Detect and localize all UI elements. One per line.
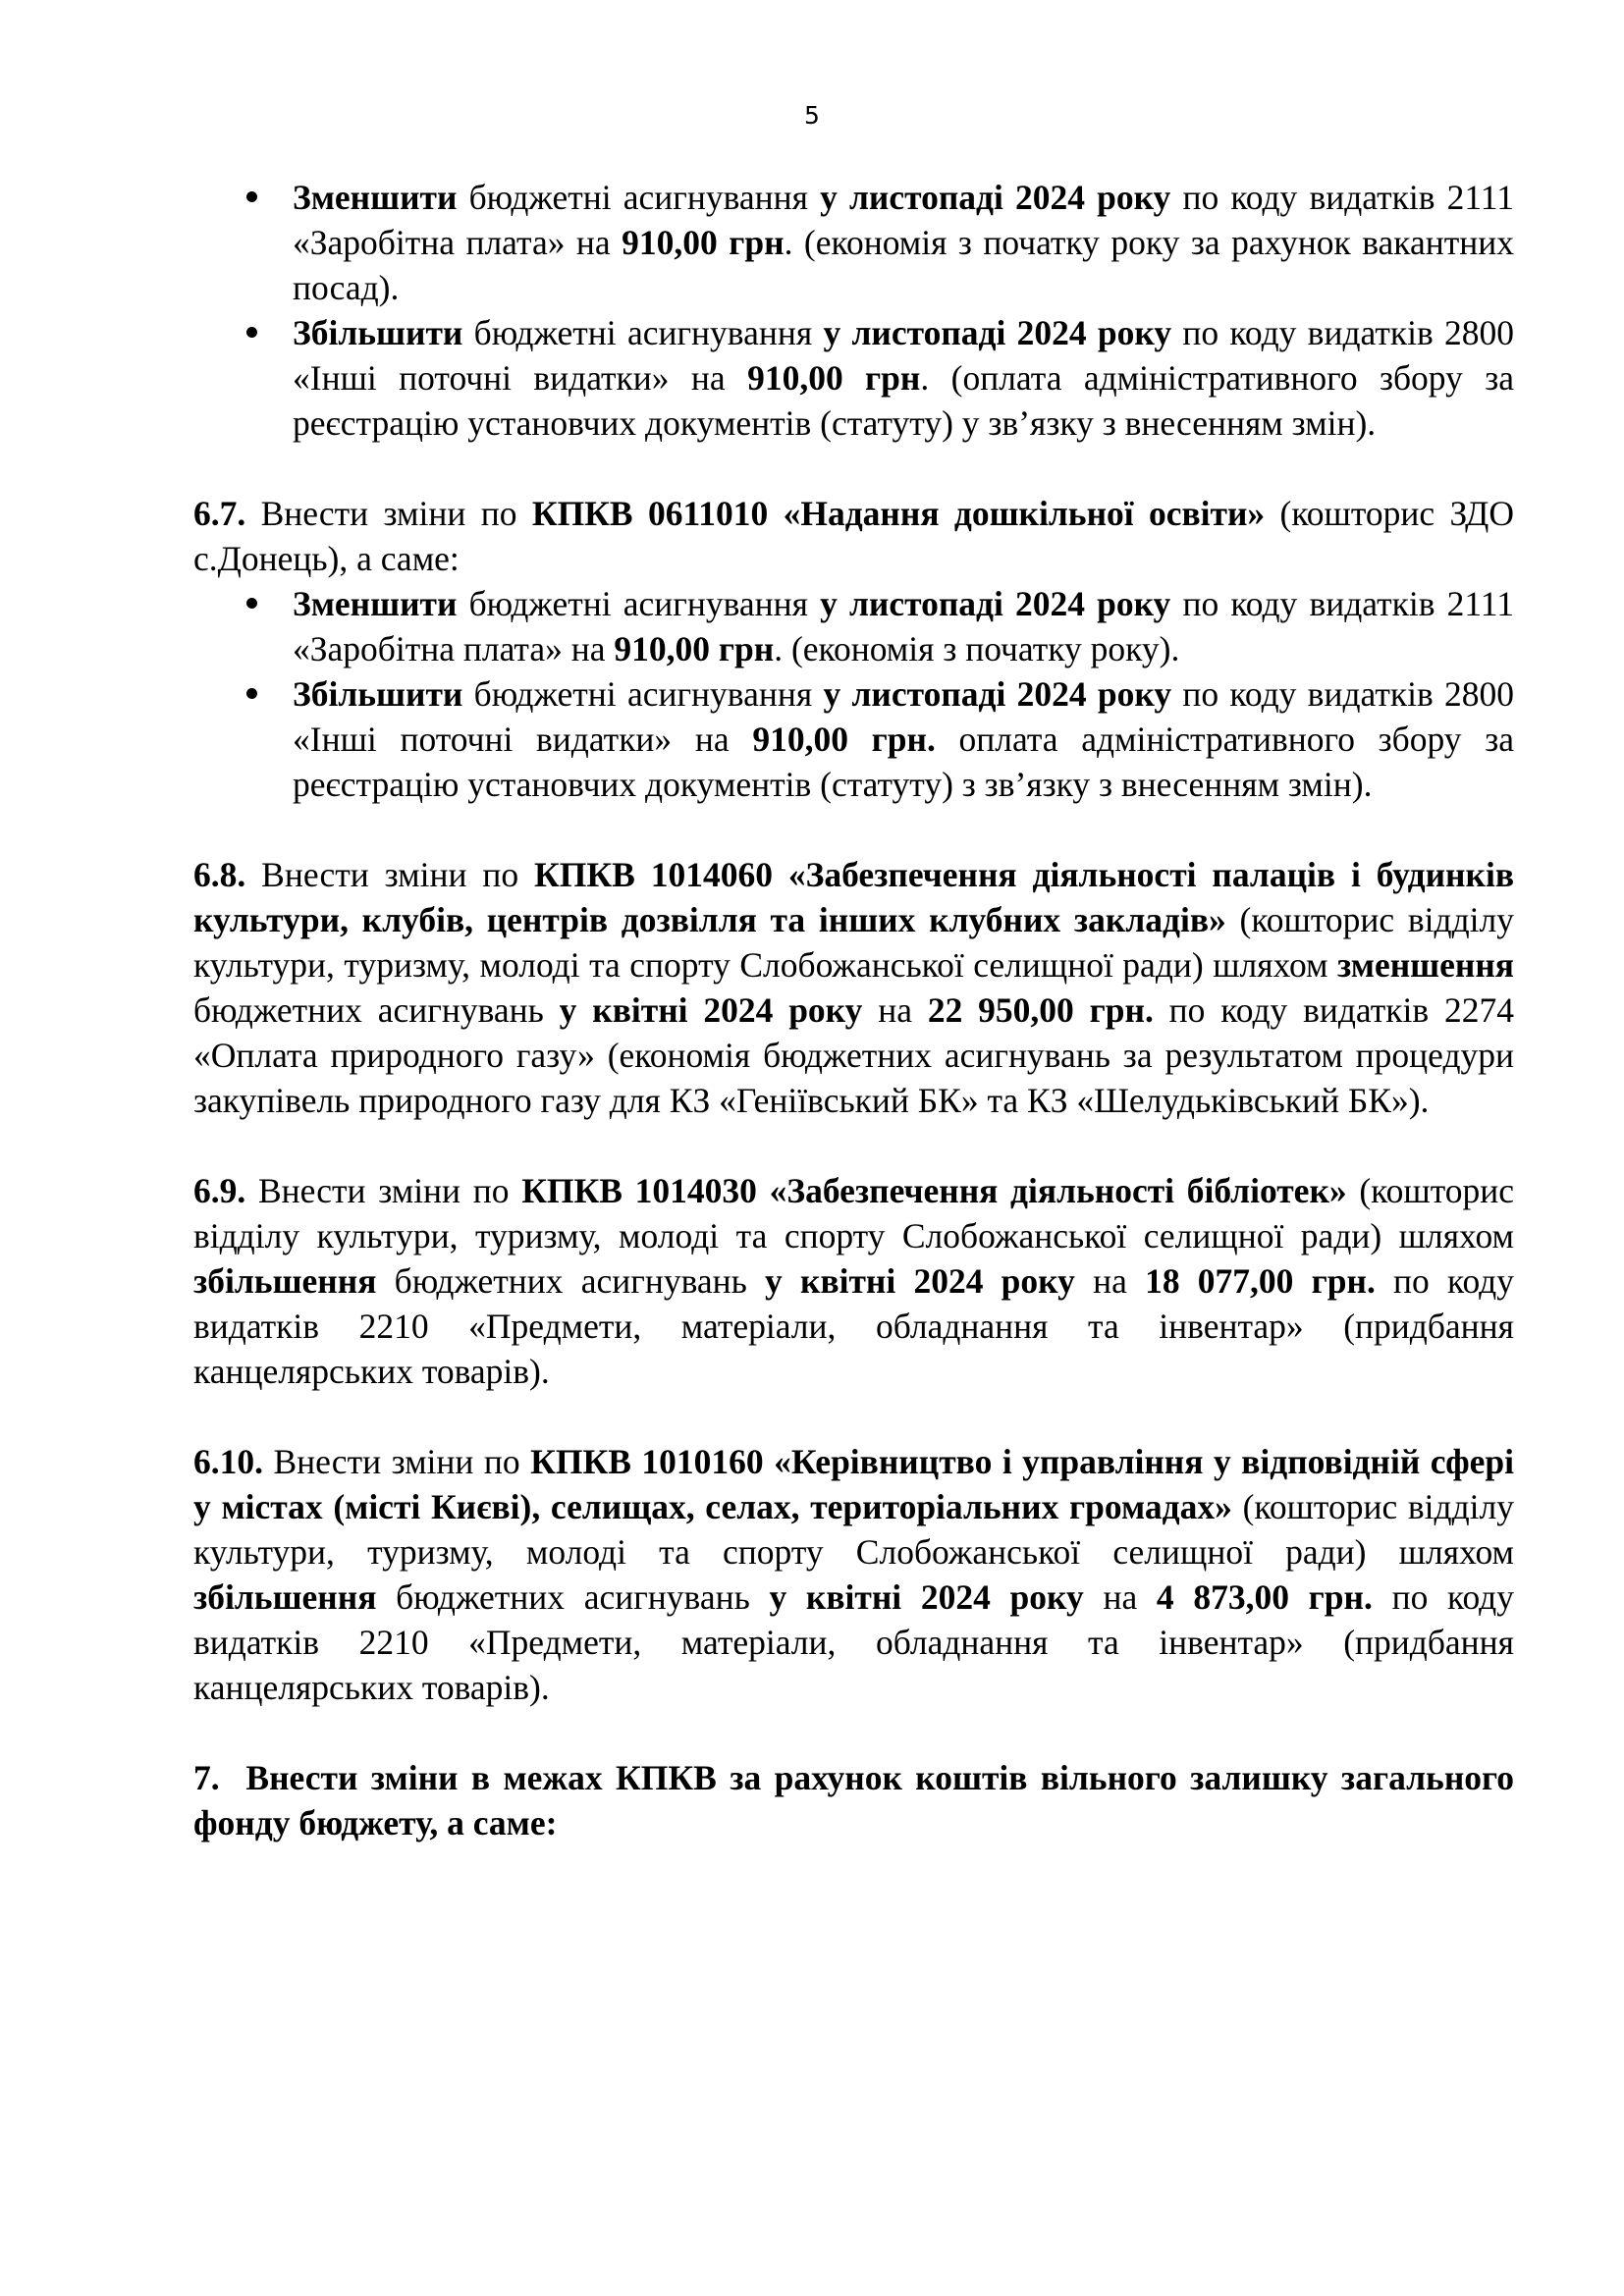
period: у листопаді 2024 року bbox=[820, 584, 1171, 623]
period: у квітні 2024 року bbox=[765, 1261, 1075, 1301]
section-7-text: Внести зміни в межах КПКВ за рахунок коштів вільного залишку загального фонду бюджету, а саме: bbox=[193, 1758, 1515, 1842]
list-item: Зменшити бюджетні асигнування у листопаді 2024 року по коду видатків 2111 «Заробітна плата» на 910,00 грн. (економія з початку року за рахунок вакантних посад). bbox=[293, 175, 1514, 310]
action-word: збільшення bbox=[193, 1577, 377, 1617]
section-number: 6.10. bbox=[193, 1442, 263, 1481]
amount: 22 950,00 грн. bbox=[927, 990, 1154, 1030]
action-word: збільшення bbox=[193, 1261, 377, 1301]
period: у листопаді 2024 року bbox=[820, 178, 1171, 217]
list-item: Збільшити бюджетні асигнування у листопаді 2024 року по коду видатків 2800 «Інші поточні видатки» на 910,00 грн. оплата адміністративного збору за реєстрацію установчих документів (статуту) з зв’язку з внесенням змін). bbox=[293, 671, 1514, 807]
intro-bullet-list bbox=[193, 175, 1514, 446]
period: у квітні 2024 року bbox=[769, 1577, 1084, 1617]
amount: 18 077,00 грн. bbox=[1145, 1261, 1376, 1301]
action-verb: Збільшити bbox=[293, 313, 463, 352]
section-number: 7. bbox=[193, 1758, 220, 1797]
section-6-8: 6.8. Внести зміни по КПКВ 1014060 «Забезпечення діяльності палаців і будинків культури, клубів, центрів дозвілля та інших клубних закладів» (кошторис відділу культури, туризму, молоді та спорту Слобожанської селищної ради) шляхом зменшення бюджетних асигнувань у квітні 2024 року на 22 950,00 грн. по коду видатків 2274 «Оплата природного газу» (економія бюджетних асигнувань за результатом процедури закупівель природного газу для КЗ «Геніївський БК» та КЗ «Шелудьківський БК»). bbox=[193, 855, 1514, 1120]
section-6-7-bullet-list bbox=[193, 581, 1514, 807]
period: у листопаді 2024 року bbox=[823, 313, 1172, 352]
section-number: 6.8. bbox=[193, 855, 246, 894]
list-item: Збільшити бюджетні асигнування у листопаді 2024 року по коду видатків 2800 «Інші поточні видатки» на 910,00 грн. (оплата адміністративного збору за реєстрацію установчих документів (статуту) у зв’язку з внесенням змін). bbox=[293, 310, 1514, 446]
section-number: 6.9. bbox=[193, 1171, 246, 1210]
action-verb: Зменшити bbox=[293, 178, 458, 217]
period: у листопаді 2024 року bbox=[823, 674, 1172, 714]
kpkv-title: КПКВ 1014030 «Забезпечення діяльності бібліотек» bbox=[521, 1171, 1347, 1210]
kpkv-title: КПКВ 1014060 «Забезпечення діяльності палаців і будинків культури, клубів, центрів дозвілля та інших клубних закладів» bbox=[193, 855, 1514, 939]
action-verb: Зменшити bbox=[293, 584, 458, 623]
kpkv-title: КПКВ 1010160 «Керівництво і управління у відповідній сфері у містах (місті Києві), селищах, селах, територіальних громадах» bbox=[193, 1442, 1514, 1526]
amount: 910,00 грн bbox=[614, 629, 775, 668]
action-verb: Збільшити bbox=[293, 674, 463, 714]
page-number: 5 bbox=[804, 101, 820, 130]
kpkv-title: КПКВ 0611010 «Надання дошкільної освіти» bbox=[531, 494, 1266, 533]
amount: 910,00 грн bbox=[747, 358, 921, 398]
section-number: 6.7. bbox=[193, 494, 246, 533]
amount: 910,00 грн. bbox=[752, 720, 936, 759]
period: у квітні 2024 року bbox=[559, 990, 863, 1030]
section-7-heading bbox=[193, 1755, 1514, 1845]
section-6-7: 6.7. Внести зміни по КПКВ 0611010 «Надання дошкільної освіти» (кошторис ЗДО с.Донець), а саме: bbox=[193, 494, 1514, 578]
list-item: Зменшити бюджетні асигнування у листопаді 2024 року по коду видатків 2111 «Заробітна плата» на 910,00 грн. (економія з початку року). bbox=[293, 581, 1514, 671]
action-word: зменшення bbox=[1337, 945, 1514, 985]
section-6-10: 6.10. Внести зміни по КПКВ 1010160 «Керівництво і управління у відповідній сфері у містах (місті Києві), селищах, селах, територіальних громадах» (кошторис відділу культури, туризму, молоді та спорту Слобожанської селищної ради) шляхом збільшення бюджетних асигнувань у квітні 2024 року на 4 873,00 грн. по коду видатків 2210 «Предмети, матеріали, обладнання та інвентар» (придбання канцелярських товарів). bbox=[193, 1442, 1515, 1707]
document-body bbox=[193, 175, 1514, 1845]
section-6-9: 6.9. Внести зміни по КПКВ 1014030 «Забезпечення діяльності бібліотек» (кошторис відділу культури, туризму, молоді та спорту Слобожанської селищної ради) шляхом збільшення бюджетних асигнувань у квітні 2024 року на 18 077,00 грн. по коду видатків 2210 «Предмети, матеріали, обладнання та інвентар» (придбання канцелярських товарів). bbox=[193, 1171, 1514, 1391]
amount: 4 873,00 грн. bbox=[1156, 1577, 1373, 1617]
amount: 910,00 грн bbox=[622, 223, 785, 262]
